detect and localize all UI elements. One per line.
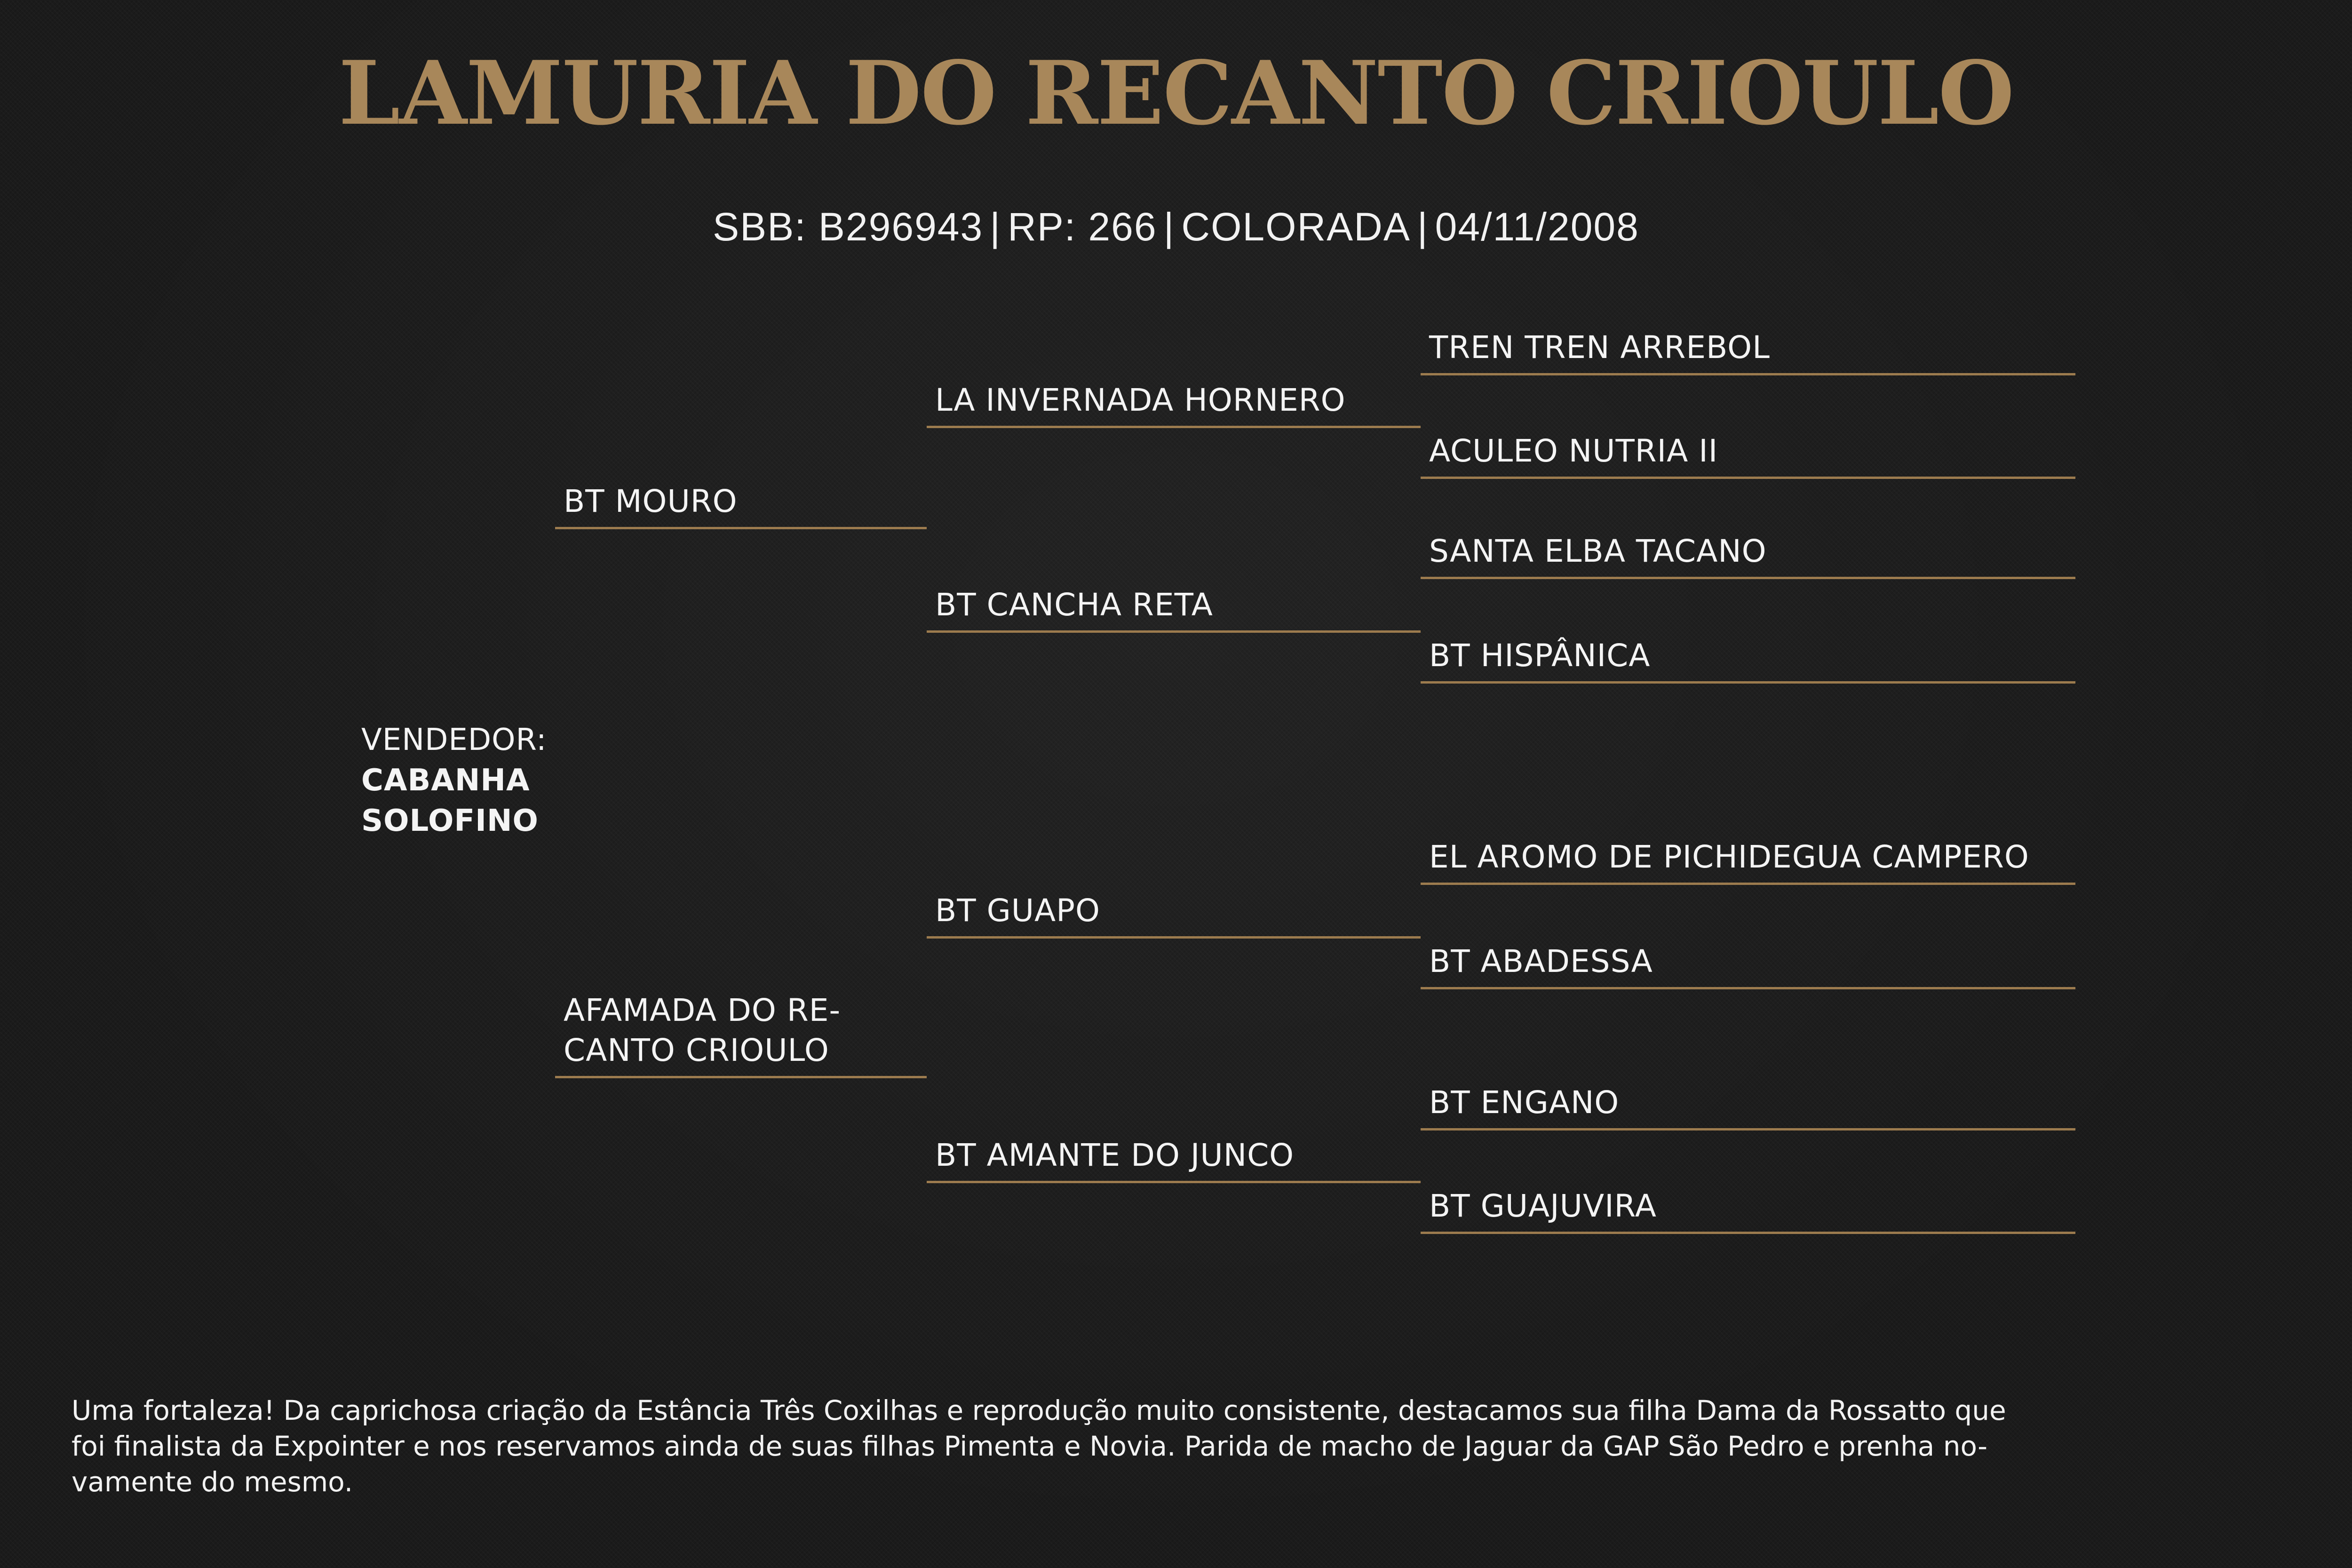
seller-name-line1: CABANHA [361,763,530,798]
seller-label: VENDEDOR: [361,723,547,757]
horse-name-title: LAMURIA DO RECANTO CRIOULO [338,41,2014,144]
seller-block [361,720,547,841]
pedigree-great-grandparent: EL AROMO DE PICHIDEGUA CAMPERO [1421,829,2075,885]
pedigree-great-grandparent: BT GUAJUVIRA [1421,1178,2075,1234]
pedigree-great-grandparent: SANTA ELBA TACANO [1421,524,2075,579]
coat-color: COLORADA [1181,205,1411,249]
seller-name-line2: SOLOFINO [361,804,539,838]
separator: | [990,205,1001,249]
pedigree-dam [555,964,927,1078]
separator: | [1417,205,1429,249]
pedigree-great-grandparent: BT ENGANO [1421,1075,2075,1130]
pedigree-dam-dam: BT AMANTE DO JUNCO [927,1127,1421,1183]
sbb-number: SBB: B296943 [713,205,984,249]
birth-date: 04/11/2008 [1435,205,1639,249]
registration-info [0,207,2352,247]
pedigree-sire-sire: LA INVERNADA HORNERO [927,372,1421,428]
rp-number: RP: 266 [1008,205,1157,249]
pedigree-sire: BT MOURO [555,470,927,529]
pedigree-great-grandparent: ACULEO NUTRIA II [1421,423,2075,479]
description-line: foi finalista da Expointer e nos reservamos ainda de suas filhas Pimenta e Novia. Parida de macho de Jaguar da GAP São Pedro e prenha no- [72,1430,1988,1462]
description-line: Uma fortaleza! Da caprichosa criação da Estância Três Coxilhas e reprodução muito consistente, destacamos sua filha Dama da Rossatto que [72,1394,2006,1426]
pedigree-dam-sire: BT GUAPO [927,882,1421,939]
pedigree-great-grandparent: BT HISPÂNICA [1421,628,2075,684]
dam-name-line2: CANTO CRIOULO [564,1032,829,1068]
dam-name-line1: AFAMADA DO RE- [564,992,841,1029]
separator: | [1163,205,1175,249]
pedigree-great-grandparent: BT ABADESSA [1421,934,2075,989]
pedigree-great-grandparent: TREN TREN ARREBOL [1421,320,2075,375]
description-line: vamente do mesmo. [72,1466,353,1498]
description-text [72,1393,2292,1500]
pedigree-sire-dam: BT CANCHA RETA [927,576,1421,633]
